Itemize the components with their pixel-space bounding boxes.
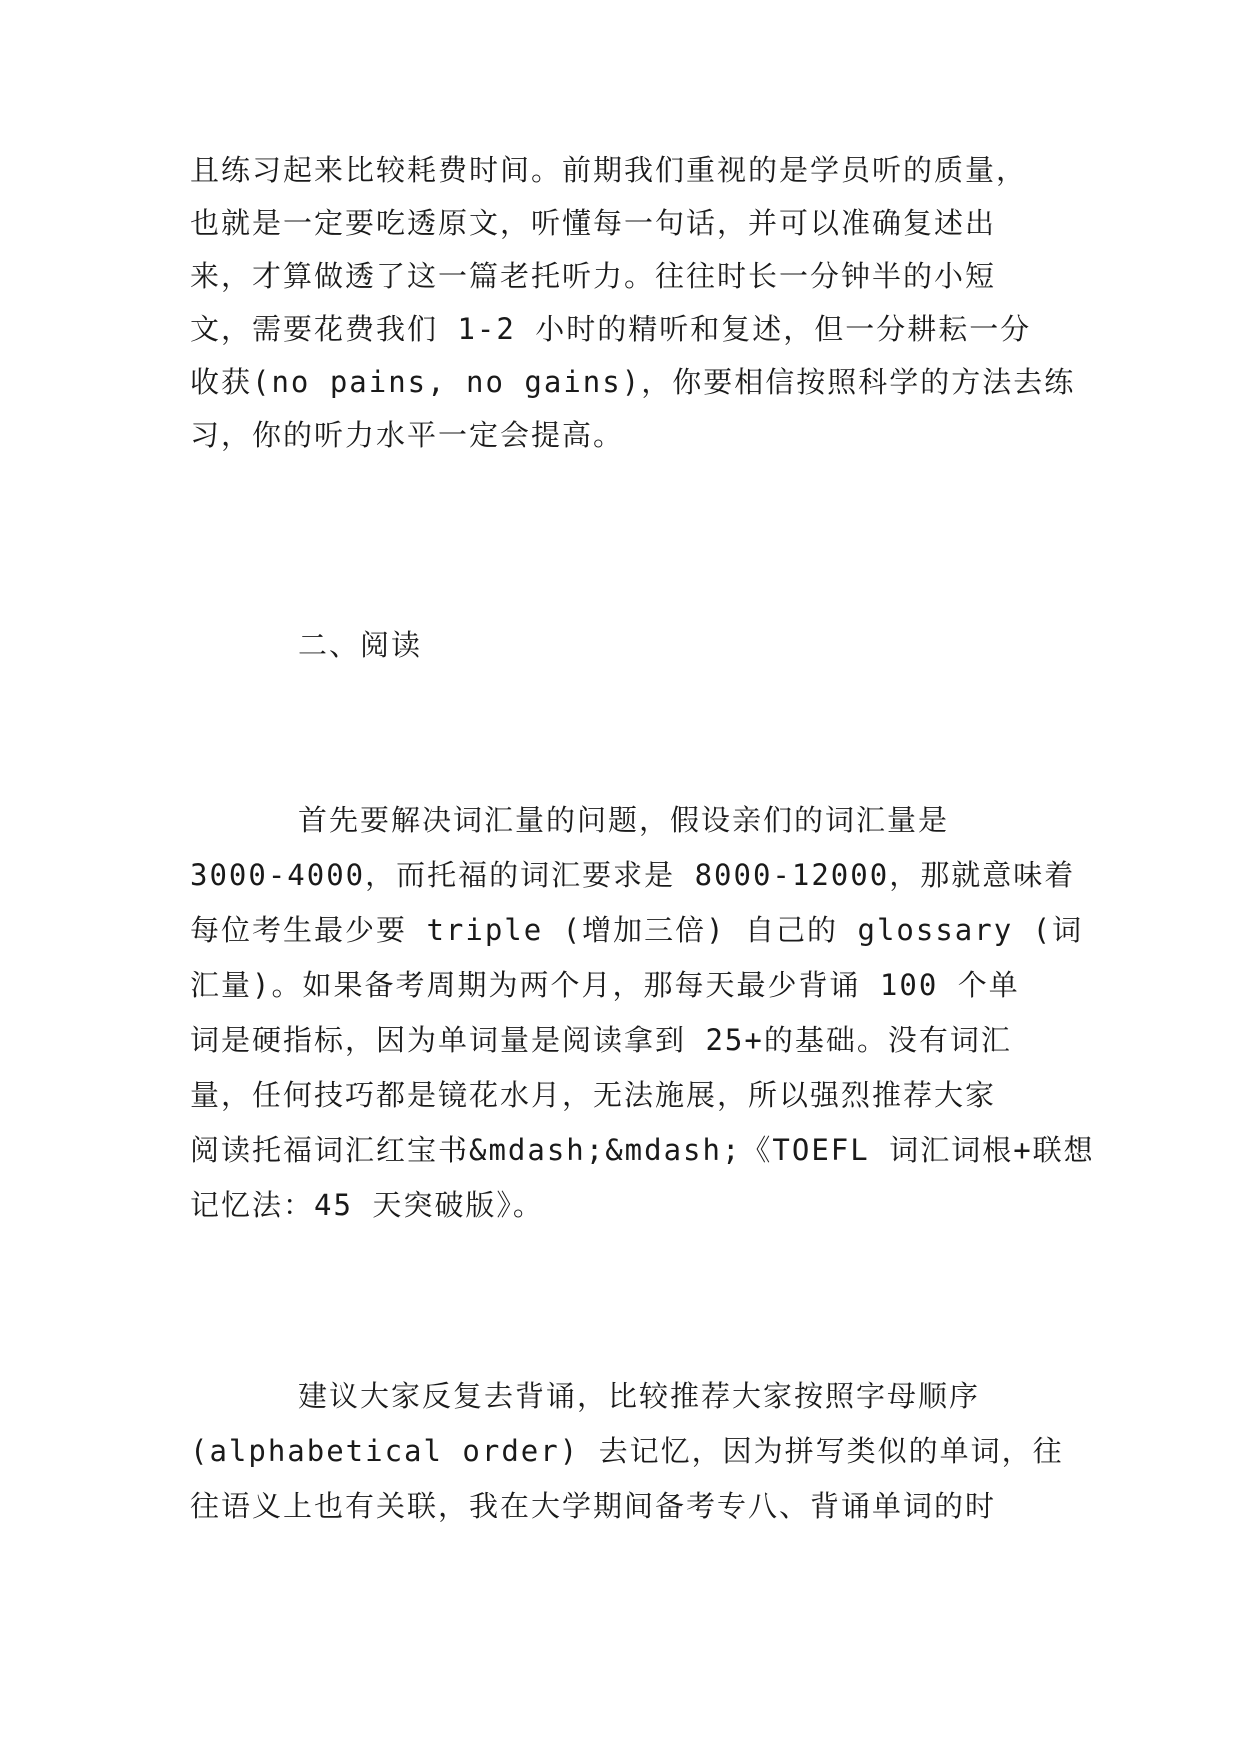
para2-line-3: 每位考生最少要 triple (增加三倍) 自己的 glossary (词 — [190, 913, 1084, 947]
para1-line-6: 习，你的听力水平一定会提高。 — [190, 418, 625, 452]
para2-line-7: 阅读托福词汇红宝书&mdash;&mdash;《TOEFL 词汇词根+联想 — [190, 1133, 1095, 1167]
para3-line-3: 往语义上也有关联，我在大学期间备考专八、背诵单词的时 — [190, 1489, 997, 1523]
para2-line-6: 量，任何技巧都是镜花水月，无法施展，所以强烈推荐大家 — [190, 1078, 997, 1112]
para1-line-2: 也就是一定要吃透原文，听懂每一句话，并可以准确复述出 — [190, 206, 997, 240]
para2-line-4: 汇量)。如果备考周期为两个月，那每天最少背诵 100 个单 — [190, 968, 1020, 1002]
para2-line-2: 3000-4000，而托福的词汇要求是 8000-12000，那就意味着 — [190, 858, 1076, 892]
para3-line-2: (alphabetical order) 去记忆，因为拼写类似的单词，往 — [190, 1434, 1064, 1468]
para1-line-1: 且练习起来比较耗费时间。前期我们重视的是学员听的质量， — [190, 153, 1028, 187]
para3-line-1: 建议大家反复去背诵，比较推荐大家按照字母顺序 — [298, 1379, 981, 1413]
section-heading-reading: 二、阅读 — [298, 628, 423, 662]
para2-line-5: 词是硬指标，因为单词量是阅读拿到 25+的基础。没有词汇 — [190, 1023, 1012, 1057]
para1-line-3: 来，才算做透了这一篇老托听力。往往时长一分钟半的小短 — [190, 259, 997, 293]
para2-line-1: 首先要解决词汇量的问题，假设亲们的词汇量是 — [298, 803, 950, 837]
para1-line-4: 文，需要花费我们 1-2 小时的精听和复述，但一分耕耘一分 — [190, 312, 1032, 346]
para1-line-5: 收获(no pains, no gains)，你要相信按照科学的方法去练 — [190, 365, 1076, 399]
para2-line-8: 记忆法：45 天突破版》。 — [190, 1188, 544, 1222]
